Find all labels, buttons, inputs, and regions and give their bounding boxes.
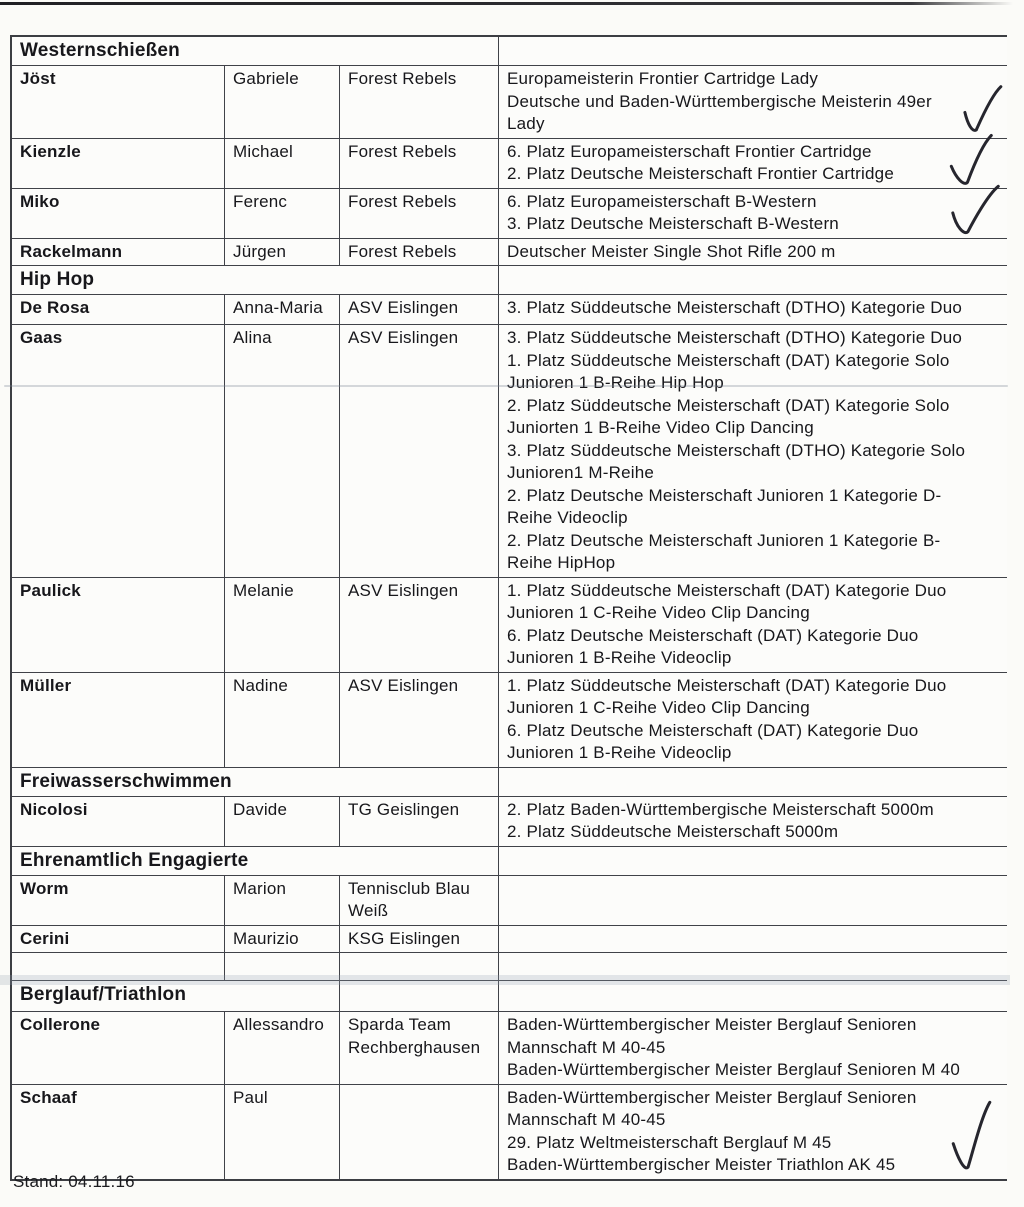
table-row <box>12 189 1007 239</box>
club-cell <box>340 295 499 324</box>
achievement-line: 3. Platz Süddeutsche Meisterschaft (DTHO) Kategorie Duo <box>507 298 963 317</box>
achievements-cell <box>499 325 1007 577</box>
club-line: Forest Rebels <box>348 69 457 88</box>
achievement-line: Junioren1 M-Reihe <box>507 463 655 482</box>
achievement-line: Reihe HipHop <box>507 553 616 572</box>
achievement-line: Baden-Württembergischer Meister Berglauf Senioren <box>507 1087 917 1107</box>
achievement-line: 2. Platz Süddeutsche Meisterschaft (DAT) Kategorie Solo <box>507 395 950 415</box>
achievements-cell <box>499 1085 1007 1179</box>
achievement-line: Baden-Württembergischer Meister Berglauf Senioren <box>507 1015 917 1034</box>
achievement-line: 3. Platz Süddeutsche Meisterschaft (DTHO) Kategorie Duo <box>507 328 963 347</box>
results-table <box>10 35 1007 1181</box>
section-title-cell <box>12 37 499 65</box>
club-line: Tennisclub Blau <box>348 878 471 898</box>
achievements-cell <box>499 926 1007 953</box>
section-header-row <box>12 37 1007 66</box>
achievement-line: 1. Platz Süddeutsche Meisterschaft (DAT) Kategorie Duo <box>507 580 947 600</box>
achievement-line: Juniorten 1 B-Reihe Video Clip Dancing <box>507 418 814 437</box>
club-cell <box>340 953 499 980</box>
achievement-line: 29. Platz Weltmeisterschaft Berglauf M 45 <box>507 1132 832 1152</box>
achievement-line: 6. Platz Europameisterschaft B-Western <box>507 191 817 211</box>
empty-cell <box>499 37 1007 65</box>
achievements-cell <box>499 1012 1007 1084</box>
section-header-row <box>12 981 1007 1012</box>
table-row <box>12 66 1007 139</box>
section-title: Freiwasserschwimmen <box>20 770 232 792</box>
lastname-cell <box>12 1012 225 1084</box>
firstname: Allessandro <box>233 1015 325 1034</box>
firstname-cell <box>225 953 340 980</box>
club-cell <box>340 1012 499 1084</box>
firstname-cell <box>225 295 340 324</box>
club-cell <box>340 239 499 266</box>
lastname: Miko <box>20 191 60 211</box>
firstname: Jürgen <box>233 241 287 261</box>
club-line: ASV Eislingen <box>348 580 459 600</box>
achievement-line: Europameisterin Frontier Cartridge Lady <box>507 69 819 88</box>
lastname-cell <box>12 239 225 266</box>
empty-cell <box>499 768 1007 796</box>
club-line: Sparda Team <box>348 1015 452 1034</box>
club-cell <box>340 66 499 138</box>
achievements-cell <box>499 139 1007 188</box>
achievement-line: Junioren 1 C-Reihe Video Clip Dancing <box>507 603 810 622</box>
empty-cell <box>499 847 1007 875</box>
section-title-cell <box>12 768 499 796</box>
achievement-line: 6. Platz Deutsche Meisterschaft (DAT) Kategorie Duo <box>507 625 919 645</box>
firstname: Davide <box>233 799 288 819</box>
achievement-line: Deutsche und Baden-Württembergische Meisterin 49er <box>507 91 932 111</box>
club-cell <box>340 578 499 672</box>
club-cell <box>340 876 499 925</box>
club-line: Weiß <box>348 901 389 920</box>
lastname: De Rosa <box>20 298 90 317</box>
section-title-cell <box>12 847 499 875</box>
achievement-line: 2. Platz Baden-Württembergische Meisterschaft 5000m <box>507 799 934 819</box>
firstname-cell <box>225 578 340 672</box>
club-line: Forest Rebels <box>348 191 457 211</box>
club-line: ASV Eislingen <box>348 328 459 347</box>
table-row <box>12 926 1007 954</box>
club-line: TG Geislingen <box>348 799 460 819</box>
achievement-line: Junioren 1 B-Reihe Hip Hop <box>507 373 724 392</box>
club-cell <box>340 325 499 577</box>
achievement-line: Lady <box>507 114 545 133</box>
achievement-line: 2. Platz Süddeutsche Meisterschaft 5000m <box>507 822 839 841</box>
lastname: Müller <box>20 675 72 695</box>
lastname-cell <box>12 876 225 925</box>
table-row <box>12 1012 1007 1085</box>
lastname-cell <box>12 325 225 577</box>
firstname: Michael <box>233 141 293 161</box>
club-line: Rechberghausen <box>348 1037 481 1057</box>
achievements-cell <box>499 953 1007 980</box>
lastname: Kienzle <box>20 141 81 161</box>
table-row <box>12 673 1007 768</box>
firstname-cell <box>225 66 340 138</box>
club-cell <box>340 673 499 767</box>
achievement-line: 2. Platz Deutsche Meisterschaft Junioren 1 Kategorie D- <box>507 485 942 505</box>
club-cell <box>340 797 499 846</box>
achievement-line: 3. Platz Deutsche Meisterschaft B-Western <box>507 214 839 233</box>
firstname: Ferenc <box>233 191 288 211</box>
firstname: Alina <box>233 328 272 347</box>
table-row <box>12 139 1007 189</box>
empty-table-row <box>12 953 1007 981</box>
achievement-line: Junioren 1 B-Reihe Videoclip <box>507 743 732 762</box>
achievement-line: 1. Platz Süddeutsche Meisterschaft (DAT) Kategorie Solo <box>507 350 950 370</box>
achievement-line: 6. Platz Europameisterschaft Frontier Cartridge <box>507 141 872 161</box>
achievement-line: 1. Platz Süddeutsche Meisterschaft (DAT) Kategorie Duo <box>507 675 947 695</box>
firstname-cell <box>225 1085 340 1179</box>
club-cell <box>340 189 499 238</box>
lastname-cell <box>12 673 225 767</box>
firstname: Anna-Maria <box>233 298 323 317</box>
firstname: Gabriele <box>233 69 299 88</box>
firstname-cell <box>225 325 340 577</box>
lastname-cell <box>12 295 225 324</box>
club-cell <box>340 1085 499 1179</box>
firstname-cell <box>225 673 340 767</box>
lastname-cell <box>12 189 225 238</box>
section-title: Berglauf/Triathlon <box>20 984 187 1005</box>
club-line: ASV Eislingen <box>348 675 459 695</box>
achievements-cell <box>499 189 1007 238</box>
achievements-cell <box>499 876 1007 925</box>
club-cell <box>340 139 499 188</box>
lastname: Nicolosi <box>20 799 88 819</box>
table-row <box>12 239 1007 267</box>
lastname: Schaaf <box>20 1087 77 1107</box>
achievements-cell <box>499 673 1007 767</box>
firstname-cell <box>225 797 340 846</box>
achievement-line: 3. Platz Süddeutsche Meisterschaft (DTHO) Kategorie Solo <box>507 440 966 460</box>
firstname: Melanie <box>233 580 294 600</box>
achievement-line: 6. Platz Deutsche Meisterschaft (DAT) Kategorie Duo <box>507 720 919 740</box>
lastname-cell <box>12 578 225 672</box>
firstname-cell <box>225 1012 340 1084</box>
table-row <box>12 325 1007 578</box>
firstname-cell <box>225 239 340 266</box>
achievements-cell <box>499 578 1007 672</box>
club-line: KSG Eislingen <box>348 928 461 948</box>
achievement-line: Baden-Württembergischer Meister Triathlon AK 45 <box>507 1155 896 1174</box>
footer-date: Stand: 04.11.16 <box>13 1172 135 1191</box>
achievement-line: 2. Platz Deutsche Meisterschaft Frontier Cartridge <box>507 164 894 183</box>
club-line: Forest Rebels <box>348 141 457 161</box>
table-row <box>12 578 1007 673</box>
table-row <box>12 797 1007 847</box>
firstname-cell <box>225 139 340 188</box>
lastname: Worm <box>20 878 69 898</box>
achievements-cell <box>499 66 1007 138</box>
lastname-cell <box>12 797 225 846</box>
firstname: Maurizio <box>233 928 299 948</box>
lastname: Rackelmann <box>20 241 123 261</box>
achievement-line: Junioren 1 B-Reihe Videoclip <box>507 648 732 667</box>
lastname: Gaas <box>20 328 63 347</box>
achievement-line: Junioren 1 C-Reihe Video Clip Dancing <box>507 698 810 717</box>
section-title: Westernschießen <box>20 40 180 61</box>
section-header-row <box>12 266 1007 295</box>
section-title: Hip Hop <box>20 269 95 290</box>
firstname: Marion <box>233 878 287 898</box>
lastname-cell <box>12 66 225 138</box>
firstname: Paul <box>233 1087 268 1107</box>
firstname-cell <box>225 189 340 238</box>
section-title-cell <box>12 981 340 1011</box>
achievements-cell <box>499 295 1007 324</box>
empty-cell <box>499 981 1007 1011</box>
achievement-line: 2. Platz Deutsche Meisterschaft Junioren 1 Kategorie B- <box>507 530 941 550</box>
lastname-cell <box>12 139 225 188</box>
table-row <box>12 1085 1007 1179</box>
section-header-row <box>12 847 1007 876</box>
lastname-cell <box>12 953 225 980</box>
club-line: ASV Eislingen <box>348 298 459 317</box>
table-row <box>12 295 1007 325</box>
lastname-cell <box>12 1085 225 1179</box>
club-line: Forest Rebels <box>348 241 457 261</box>
lastname: Paulick <box>20 580 81 600</box>
table-row <box>12 876 1007 926</box>
lastname: Collerone <box>20 1015 101 1034</box>
section-title-cell <box>12 266 499 294</box>
firstname-cell <box>225 876 340 925</box>
lastname: Cerini <box>20 928 70 948</box>
section-title: Ehrenamtlich Engagierte <box>20 849 249 871</box>
lastname: Jöst <box>20 69 56 88</box>
achievement-line: Mannschaft M 40-45 <box>507 1037 666 1057</box>
achievement-line: Reihe Videoclip <box>507 508 628 527</box>
empty-cell <box>340 981 499 1011</box>
lastname-cell <box>12 926 225 953</box>
achievement-line: Baden-Württembergischer Meister Berglauf Senioren M 40 <box>507 1060 960 1079</box>
empty-cell <box>499 266 1007 294</box>
club-cell <box>340 926 499 953</box>
achievement-line: Deutscher Meister Single Shot Rifle 200 m <box>507 241 836 261</box>
scan-edge-line <box>0 2 1013 5</box>
section-header-row <box>12 768 1007 797</box>
firstname-cell <box>225 926 340 953</box>
firstname: Nadine <box>233 675 289 695</box>
achievement-line: Mannschaft M 40-45 <box>507 1110 666 1129</box>
achievements-cell <box>499 239 1007 266</box>
achievements-cell <box>499 797 1007 846</box>
